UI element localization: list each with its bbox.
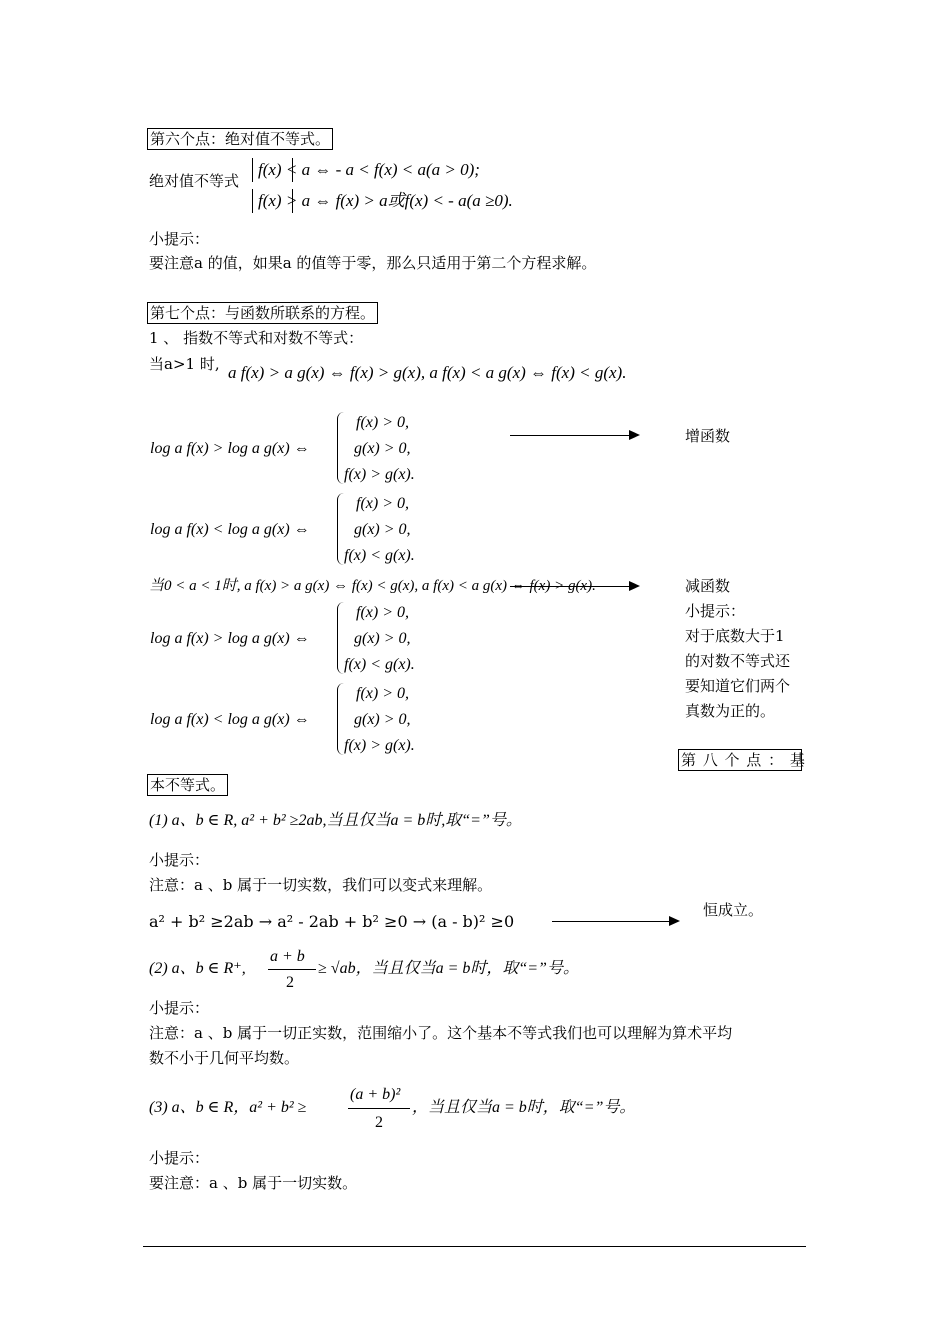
side-tip-title: 小提示： <box>685 602 746 620</box>
tip-title: 小提示： <box>149 230 210 248</box>
formula-2-post: ≥ √ab，当且仅当a = b时，取“=”号。 <box>318 960 579 977</box>
derivation: a² + b² ≥2ab → a² - 2ab + b² ≥0 → (a - b)² ≥0 <box>149 912 515 931</box>
arrow-right-icon <box>552 921 678 922</box>
formula-3-pre: (3) a、b ∈ R，a² + b² ≥ <box>149 1099 307 1116</box>
side-tip-line: 对于底数大于1 <box>685 627 785 645</box>
sys2-line: g(x) > 0, <box>354 521 411 538</box>
side-tip-line: 要知道它们两个 <box>685 677 791 695</box>
sys3-line: f(x) < g(x). <box>344 656 415 673</box>
sys4-line: f(x) > 0, <box>356 685 409 702</box>
tip-text: 要注意a 的值，如果a 的值等于零，那么只适用于第二个方程求解。 <box>149 254 597 272</box>
tip-text: 要注意：a 、b 属于一切实数。 <box>149 1174 358 1192</box>
tip-text: 注意：a 、b 属于一切正实数，范围缩小了。这个基本不等式我们也可以理解为算术平均 <box>149 1024 733 1042</box>
tip-text: 注意：a 、b 属于一切实数，我们可以变式来理解。 <box>149 876 493 894</box>
footer-rule <box>143 1246 806 1247</box>
formula-2-denominator: 2 <box>286 974 294 991</box>
sys4-line: f(x) > g(x). <box>344 737 415 754</box>
increasing-label: 增函数 <box>685 427 731 445</box>
sys4-line: g(x) > 0, <box>354 711 411 728</box>
case-1-formula: a f(x) > a g(x) ⇔ f(x) > g(x), a f(x) < a g(x) ⇔ f(x) < g(x). <box>228 363 627 382</box>
abs-bar <box>252 189 253 213</box>
brace <box>337 683 344 755</box>
abs-ineq-label: 绝对值不等式 <box>149 172 240 190</box>
fraction-bar <box>348 1108 410 1109</box>
brace <box>337 493 344 565</box>
formula-3-post: ，当且仅当a = b时，取“=”号。 <box>412 1099 636 1116</box>
brace <box>337 412 344 484</box>
tip-title: 小提示： <box>149 999 210 1017</box>
abs-formula-2: f(x) > a ⇔ f(x) > a或f(x) < - a(a ≥0). <box>258 191 513 210</box>
sys3-line: f(x) > 0, <box>356 604 409 621</box>
formula-2-numerator: a + b <box>270 948 305 965</box>
case-1-label: 当a>1 时, <box>149 355 220 373</box>
sys1-line: f(x) > 0, <box>356 414 409 431</box>
section-6-title: 第六个点：绝对值不等式。 <box>147 128 333 150</box>
tip-text: 数不小于几何平均数。 <box>149 1049 300 1067</box>
formula-3-denominator: 2 <box>375 1114 383 1131</box>
tip-title: 小提示： <box>149 1149 210 1167</box>
always-true-label: 恒成立。 <box>703 901 764 919</box>
sys1-line: g(x) > 0, <box>354 440 411 457</box>
log-gt-1: log a f(x) > log a g(x) ⇔ <box>150 440 310 457</box>
section-7-title: 第七个点：与函数所联系的方程。 <box>147 302 378 324</box>
section-8-title-part1: 第 八 个 点 ： 基 <box>678 749 802 771</box>
brace <box>337 602 344 674</box>
sys1-line: f(x) > g(x). <box>344 466 415 483</box>
log-gt-2: log a f(x) > log a g(x) ⇔ <box>150 630 310 647</box>
log-lt-2: log a f(x) < log a g(x) ⇔ <box>150 711 310 728</box>
sys2-line: f(x) > 0, <box>356 495 409 512</box>
sys3-line: g(x) > 0, <box>354 630 411 647</box>
side-tip-line: 真数为正的。 <box>685 702 776 720</box>
abs-bar <box>252 158 253 182</box>
item-1: 1 、 指数不等式和对数不等式： <box>149 329 364 347</box>
arrow-right-icon <box>510 435 638 436</box>
abs-formula-1: f(x) < a ⇔ - a < f(x) < a(a > 0); <box>258 160 480 179</box>
log-lt-1: log a f(x) < log a g(x) ⇔ <box>150 521 310 538</box>
fraction-bar <box>268 969 316 970</box>
decreasing-label: 减函数 <box>685 577 731 595</box>
formula-3-numerator: (a + b)² <box>350 1086 401 1103</box>
formula-2-pre: (2) a、b ∈ R⁺, <box>149 960 246 977</box>
section-8-title-part2: 本不等式。 <box>147 774 228 796</box>
side-tip-line: 的对数不等式还 <box>685 652 791 670</box>
case-2-formula: 当0 < a < 1时, a f(x) > a g(x) ⇔ f(x) < g(x), a f(x) < a g(x) ⇔ f(x) > g(x). <box>149 578 596 594</box>
arrow-right-icon <box>510 586 638 587</box>
formula-1: (1) a、b ∈ R, a² + b² ≥2ab,当且仅当a = b时,取“=”号。 <box>149 812 522 829</box>
tip-title: 小提示： <box>149 851 210 869</box>
sys2-line: f(x) < g(x). <box>344 547 415 564</box>
